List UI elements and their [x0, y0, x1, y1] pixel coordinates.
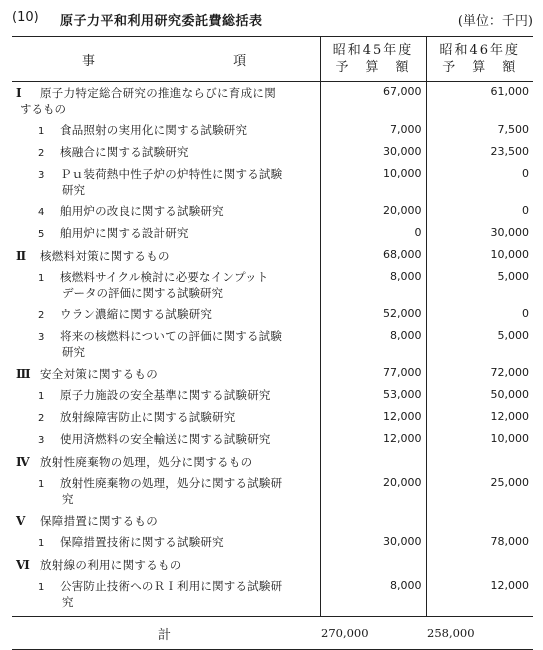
row-label-cell [12, 451, 320, 473]
label-text-continued: 究 [62, 492, 74, 506]
row-label-cell [12, 473, 320, 510]
total-fy45: 270,000 [320, 617, 426, 650]
row-label-cell [12, 164, 320, 201]
table-caption [12, 8, 533, 30]
item-number: 2 [38, 413, 45, 424]
item-row [12, 407, 533, 429]
row-label-cell [12, 532, 320, 554]
category-row [12, 363, 533, 385]
value-fy45: 30,000 [320, 532, 426, 554]
value-fy46: 25,000 [426, 473, 533, 510]
roman-numeral: Ⅵ [16, 558, 30, 572]
item-row [12, 326, 533, 363]
header-fy45-line2: 予 算 額 [335, 60, 411, 75]
value-fy46: 12,000 [426, 576, 533, 617]
item-row [12, 142, 533, 164]
item-label [12, 535, 320, 551]
value-fy45: 7,000 [320, 120, 426, 142]
value-fy46: 10,000 [426, 429, 533, 451]
value-fy46: 0 [426, 164, 533, 201]
value-fy45: 68,000 [320, 245, 426, 267]
item-row [12, 429, 533, 451]
row-label-cell [12, 363, 320, 385]
value-fy45: 20,000 [320, 201, 426, 223]
value-fy45: 67,000 [320, 82, 426, 121]
label-text: 将来の核燃料についての評価に関する試験 [60, 329, 283, 343]
item-row [12, 304, 533, 326]
value-fy45: 8,000 [320, 267, 426, 304]
label-text: 舶用炉の改良に関する試験研究 [60, 204, 224, 218]
value-fy45: 12,000 [320, 407, 426, 429]
item-label [12, 307, 320, 323]
label-text: 舶用炉に関する設計研究 [60, 226, 189, 240]
row-label-cell [12, 201, 320, 223]
row-label-cell [12, 429, 320, 451]
label-text: 放射性廃棄物の処理，処分に関するもの [40, 455, 253, 469]
item-row [12, 201, 533, 223]
item-number: 3 [38, 170, 45, 181]
category-row [12, 451, 533, 473]
total-label: 計 [12, 617, 320, 650]
category-row [12, 554, 533, 576]
category-label [12, 366, 320, 382]
value-fy46: 61,000 [426, 82, 533, 121]
roman-numeral: Ⅳ [16, 455, 30, 469]
label-text: 放射線障害防止に関する試験研究 [60, 410, 236, 424]
item-row [12, 385, 533, 407]
category-label [12, 248, 320, 264]
value-fy46 [426, 510, 533, 532]
label-text: 保障措置に関するもの [40, 514, 158, 528]
item-row [12, 532, 533, 554]
value-fy46: 30,000 [426, 223, 533, 245]
total-fy46: 258,000 [426, 617, 533, 650]
value-fy45: 77,000 [320, 363, 426, 385]
row-label-cell [12, 223, 320, 245]
category-label [12, 513, 320, 529]
header-fy45-line1: 昭和45年度 [332, 43, 414, 58]
value-fy46: 78,000 [426, 532, 533, 554]
value-fy46: 0 [426, 201, 533, 223]
value-fy45: 0 [320, 223, 426, 245]
label-text-continued: するもの [20, 102, 66, 116]
value-fy46: 5,000 [426, 326, 533, 363]
value-fy45 [320, 554, 426, 576]
value-fy45: 8,000 [320, 326, 426, 363]
row-label-cell [12, 245, 320, 267]
item-row [12, 473, 533, 510]
header-item [12, 37, 320, 82]
table-title: 原子力平和利用研究委託費総括表 [60, 14, 263, 29]
value-fy46: 7,500 [426, 120, 533, 142]
value-fy45 [320, 510, 426, 532]
total-row [12, 617, 533, 650]
row-label-cell [12, 510, 320, 532]
label-text: 核燃料対策に関するもの [40, 249, 170, 263]
label-text: Ｐｕ装荷熱中性子炉の炉特性に関する試験 [60, 167, 283, 181]
roman-numeral: Ⅰ [16, 86, 22, 100]
label-text: 安全対策に関するもの [40, 367, 158, 381]
item-label [12, 123, 320, 139]
label-text: 原子力施設の安全基準に関する試験研究 [60, 388, 271, 402]
item-label [12, 579, 320, 610]
category-label [12, 85, 320, 117]
label-text: 食品照射の実用化に関する試験研究 [60, 123, 248, 137]
item-row [12, 223, 533, 245]
value-fy46 [426, 451, 533, 473]
item-label [12, 204, 320, 220]
value-fy45: 52,000 [320, 304, 426, 326]
item-label [12, 329, 320, 360]
value-fy46 [426, 554, 533, 576]
category-row [12, 82, 533, 121]
label-text-continued: 究 [62, 595, 74, 609]
budget-table [12, 36, 533, 650]
row-label-cell [12, 576, 320, 617]
item-number: 1 [38, 479, 45, 490]
label-text: 使用済燃料の安全輸送に関する試験研究 [60, 432, 271, 446]
item-number: 3 [38, 435, 45, 446]
label-text: 放射性廃棄物の処理，処分に関する試験研 [60, 476, 283, 490]
item-row [12, 120, 533, 142]
value-fy45: 12,000 [320, 429, 426, 451]
label-text-continued: データの評価に関する試験研究 [62, 286, 223, 300]
item-number: 1 [38, 538, 45, 549]
item-row [12, 164, 533, 201]
value-fy45: 30,000 [320, 142, 426, 164]
item-number: 3 [38, 332, 45, 343]
label-text-continued: 研究 [62, 345, 85, 359]
value-fy46: 0 [426, 304, 533, 326]
item-number: 1 [38, 391, 45, 402]
value-fy45: 10,000 [320, 164, 426, 201]
category-row [12, 510, 533, 532]
category-row [12, 245, 533, 267]
value-fy46: 50,000 [426, 385, 533, 407]
row-label-cell [12, 267, 320, 304]
row-label-cell [12, 82, 320, 121]
item-label [12, 226, 320, 242]
item-number: 2 [38, 148, 45, 159]
item-label [12, 270, 320, 301]
value-fy45: 20,000 [320, 473, 426, 510]
row-label-cell [12, 142, 320, 164]
value-fy45 [320, 451, 426, 473]
item-label [12, 145, 320, 161]
row-label-cell [12, 407, 320, 429]
value-fy45: 8,000 [320, 576, 426, 617]
label-text: 核融合に関する試験研究 [60, 145, 189, 159]
row-label-cell [12, 385, 320, 407]
roman-numeral: Ⅱ [16, 249, 27, 263]
value-fy45: 53,000 [320, 385, 426, 407]
header-item-char-1: 事 [82, 53, 98, 69]
label-text: 放射線の利用に関するもの [40, 558, 182, 572]
unit-label: (単位：千円) [457, 14, 533, 29]
item-row [12, 576, 533, 617]
header-item-char-2: 項 [233, 53, 249, 69]
item-label [12, 476, 320, 507]
row-label-cell [12, 120, 320, 142]
item-label [12, 167, 320, 198]
item-number: 5 [38, 229, 45, 240]
item-label [12, 432, 320, 448]
header-fy46-line1: 昭和46年度 [439, 43, 521, 58]
label-text: 保障措置技術に関する試験研究 [60, 535, 224, 549]
item-number: 1 [38, 582, 45, 593]
item-label [12, 388, 320, 404]
item-row [12, 267, 533, 304]
value-fy46: 10,000 [426, 245, 533, 267]
value-fy46: 5,000 [426, 267, 533, 304]
item-label [12, 410, 320, 426]
roman-numeral: Ⅴ [16, 514, 26, 528]
item-number: 2 [38, 310, 45, 321]
value-fy46: 23,500 [426, 142, 533, 164]
header-fy46 [426, 37, 533, 82]
item-number: 4 [38, 207, 45, 218]
category-label [12, 557, 320, 573]
value-fy46: 72,000 [426, 363, 533, 385]
item-number: 1 [38, 126, 45, 137]
label-text: 核燃料サイクル検討に必要なインプット [60, 270, 269, 284]
header-fy46-line2: 予 算 額 [442, 60, 518, 75]
roman-numeral: Ⅲ [16, 367, 31, 381]
header-fy45 [320, 37, 426, 82]
row-label-cell [12, 554, 320, 576]
label-text-continued: 研究 [62, 183, 85, 197]
row-label-cell [12, 326, 320, 363]
value-fy46: 12,000 [426, 407, 533, 429]
item-number: 1 [38, 273, 45, 284]
row-label-cell [12, 304, 320, 326]
label-text: 公害防止技術へのＲＩ利用に関する試験研 [60, 579, 283, 593]
label-text: ウラン濃縮に関する試験研究 [60, 307, 213, 321]
category-label [12, 454, 320, 470]
label-text: 原子力特定総合研究の推進ならびに育成に関 [40, 86, 276, 100]
header-row [12, 37, 533, 82]
table-number: (10) [12, 10, 39, 25]
